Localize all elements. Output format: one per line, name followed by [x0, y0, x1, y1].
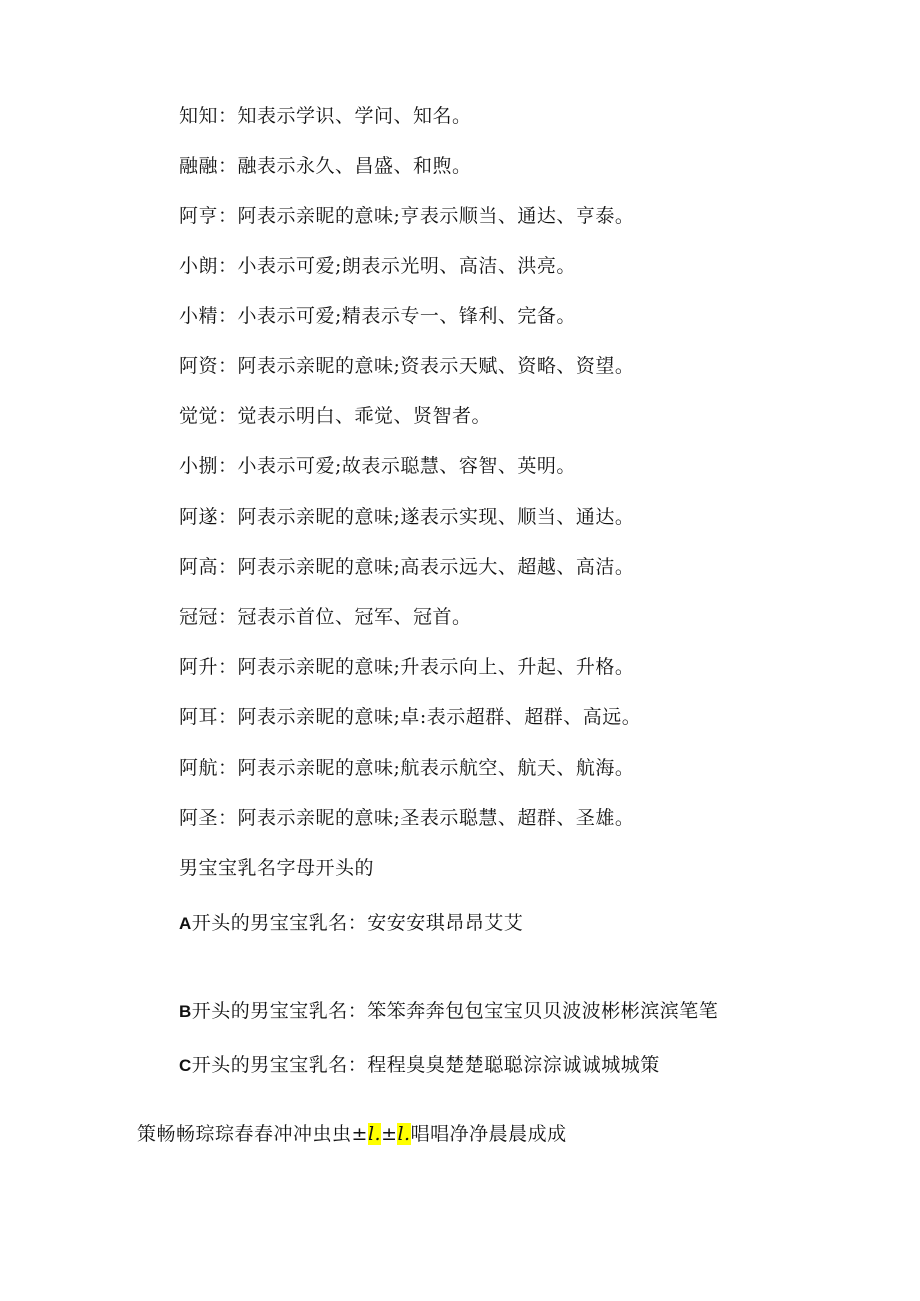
entry-line: 阿资：阿表示亲昵的意味;资表示天赋、资略、资望。 — [179, 355, 635, 377]
continuation-text: 唱唱净净晨晨成成 — [410, 1123, 567, 1145]
entry-line: 融融：融表示永久、昌盛、和煦。 — [179, 155, 472, 177]
entry-line: 阿遂：阿表示亲昵的意味;遂表示实现、顺当、通达。 — [179, 506, 635, 528]
entry-line: 觉觉：觉表示明白、乖觉、贤智者。 — [179, 405, 492, 427]
entry-line: 知知：知表示学识、学问、知名。 — [179, 105, 472, 127]
section-title: 男宝宝乳名字母开头的 — [179, 857, 375, 879]
section-text: 开头的男宝宝乳名：安安安琪昂昂艾艾 — [191, 912, 524, 934]
highlighted-text: l. — [367, 1123, 382, 1145]
highlighted-text: l. — [397, 1123, 411, 1145]
entry-line: 阿亨：阿表示亲昵的意味;亨表示顺当、通达、亨泰。 — [179, 205, 635, 227]
entry-line: 小朗：小表示可爱;朗表示光明、高洁、洪亮。 — [179, 255, 576, 277]
entry-line: 小精：小表示可爱;精表示专一、锋利、完备。 — [179, 305, 576, 327]
letter-section-c — [179, 1053, 660, 1078]
section-letter: A — [179, 914, 192, 933]
entry-line: 阿航：阿表示亲昵的意味;航表示航空、航天、航海。 — [179, 757, 635, 779]
entry-line: 冠冠：冠表示首位、冠军、冠首。 — [179, 606, 472, 628]
section-text: 开头的男宝宝乳名：程程臭臭楚楚聪聪淙淙诚诚城城策 — [191, 1054, 660, 1076]
entry-line: 小捌：小表示可爱;故表示聪慧、容智、英明。 — [179, 455, 576, 477]
garbled-symbol: ± — [381, 1123, 398, 1145]
section-letter: C — [179, 1056, 192, 1075]
section-letter: B — [179, 1002, 192, 1021]
garbled-symbol: ± — [351, 1123, 368, 1145]
entry-line: 阿升：阿表示亲昵的意味;升表示向上、升起、升格。 — [179, 656, 635, 678]
continuation-text: 策畅畅琮琮春春冲冲虫虫 — [137, 1123, 352, 1145]
continuation-line — [137, 1122, 567, 1146]
section-text: 开头的男宝宝乳名：笨笨奔奔包包宝宝贝贝波波彬彬滨滨笔笔 — [191, 1000, 719, 1022]
entry-line: 阿耳：阿表示亲昵的意味;卓:表示超群、超群、高远。 — [179, 706, 642, 728]
entry-line: 阿高：阿表示亲昵的意味;高表示远大、超越、高洁。 — [179, 556, 635, 578]
letter-section-b — [179, 999, 718, 1024]
letter-section-a — [179, 911, 523, 936]
entry-line: 阿圣：阿表示亲昵的意味;圣表示聪慧、超群、圣雄。 — [179, 807, 635, 829]
